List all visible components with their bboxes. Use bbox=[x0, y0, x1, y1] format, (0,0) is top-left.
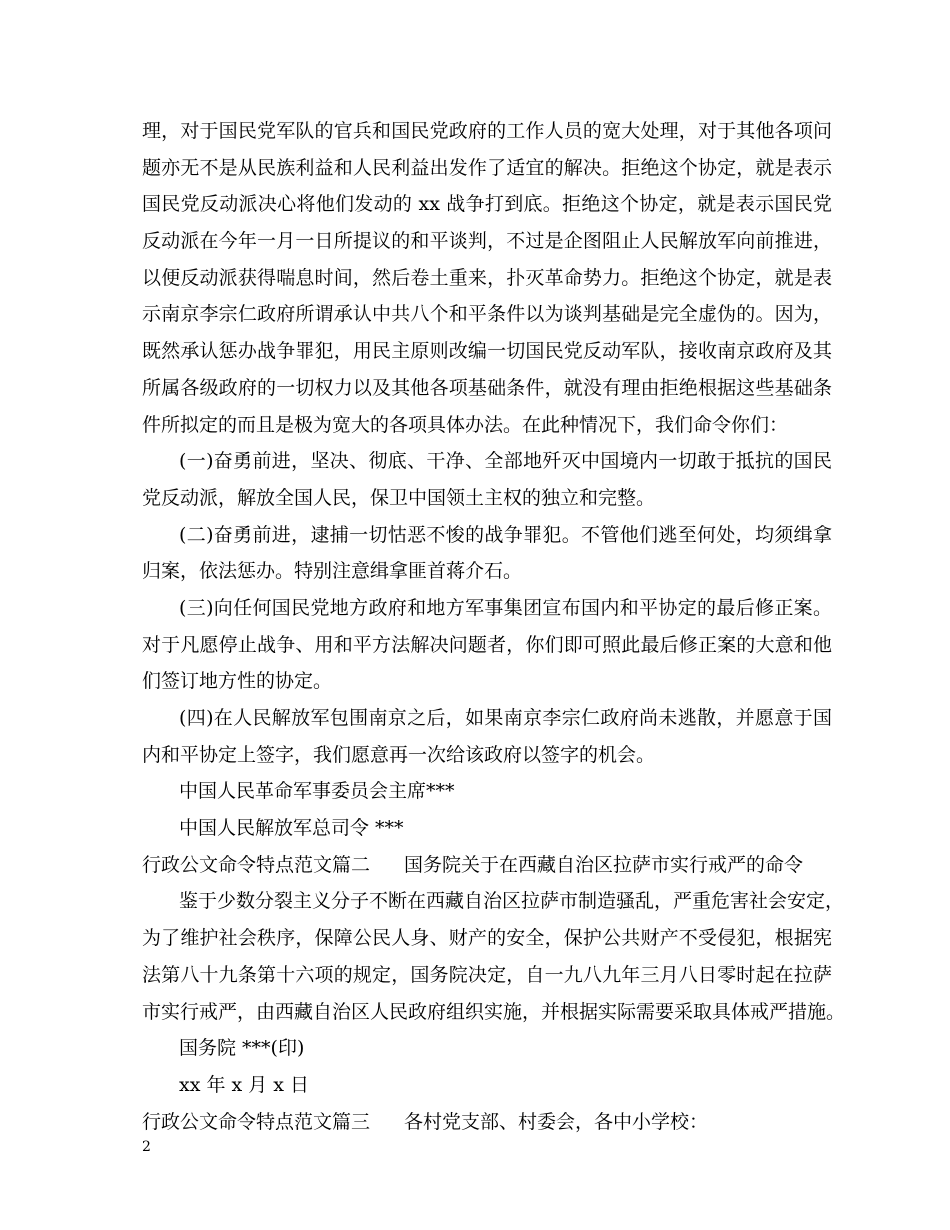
text-line: 既然承认惩办战争罪犯，用民主原则改编一切国民党反动军队，接收南京政府及其 bbox=[142, 340, 832, 363]
text-line: 鉴于少数分裂主义分子不断在西藏自治区拉萨市制造骚乱，严重危害社会安定， bbox=[179, 890, 845, 913]
signature-chairman: 中国人民革命军事委员会主席*** bbox=[179, 780, 455, 803]
text-line: 市实行戒严，由西藏自治区人民政府组织实施，并根据实际需要采取具体戒严措施。 bbox=[142, 1000, 846, 1023]
text-line: 国民党反动派决心将他们发动的 xx 战争打到底。拒绝这个协定，就是表示国民党 bbox=[142, 193, 832, 216]
text-line: 归案，依法惩办。特别注意缉拿匪首蒋介石。 bbox=[142, 560, 523, 583]
text-line: 法第八十九条第十六项的规定，国务院决定，自一九八九年三月八日零时起在拉萨 bbox=[142, 963, 832, 986]
sample-two-title: 行政公文命令特点范文篇二 bbox=[142, 853, 371, 876]
sample-two-subject: 国务院关于在西藏自治区拉萨市实行戒严的命令 bbox=[404, 853, 804, 876]
document-body bbox=[142, 113, 846, 1140]
text-line: 理，对于国民党军队的官兵和国民党政府的工作人员的宽大处理，对于其他各项问 bbox=[142, 120, 832, 142]
document-date: xx 年 x 月 x 日 bbox=[179, 1073, 310, 1096]
sample-two-heading-line bbox=[142, 847, 832, 884]
text-line: 以便反动派获得喘息时间，然后卷土重来，扑灭革命势力。拒绝这个协定，就是表 bbox=[142, 266, 832, 289]
order-item-one-line: (一)奋勇前进，坚决、彻底、干净、全部地歼灭中国境内一切敢于抵抗的国民 bbox=[179, 450, 832, 473]
text-line: 为了维护社会秩序，保障公民人身、财产的安全，保护公共财产不受侵犯，根据宪 bbox=[142, 927, 832, 950]
signature-commander: 中国人民解放军总司令 *** bbox=[179, 817, 404, 840]
sample-three-title: 行政公文命令特点范文篇三 bbox=[142, 1110, 371, 1133]
text-line: 反动派在今年一月一日所提议的和平谈判，不过是企图阻止人民解放军向前推进， bbox=[142, 230, 832, 253]
text-line: 件所拟定的而且是极为宽大的各项具体办法。在此种情况下，我们命令你们： bbox=[142, 413, 789, 436]
text-line: 内和平协定上签字，我们愿意再一次给该政府以签字的机会。 bbox=[142, 743, 656, 766]
state-council-signature: 国务院 ***(印) bbox=[179, 1037, 305, 1060]
text-line: 对于凡愿停止战争、用和平方法解决问题者，你们即可照此最后修正案的大意和他 bbox=[142, 633, 832, 656]
sample-three-recipients: 各村党支部、村委会，各中小学校： bbox=[404, 1110, 709, 1133]
text-line: 党反动派，解放全国人民，保卫中国领土主权的独立和完整。 bbox=[142, 486, 656, 509]
order-item-three-line: (三)向任何国民党地方政府和地方军事集团宣布国内和平协定的最后修正案。 bbox=[179, 596, 832, 619]
order-item-four-line: (四)在人民解放军包围南京之后，如果南京李宗仁政府尚未逃散，并愿意于国 bbox=[179, 707, 832, 729]
sample-three-heading-line bbox=[142, 1104, 832, 1141]
text-line: 们签订地方性的协定。 bbox=[142, 670, 333, 693]
order-item-two-line: (二)奋勇前进，逮捕一切怙恶不悛的战争罪犯。不管他们逃至何处，均须缉拿 bbox=[179, 523, 832, 546]
text-line: 所属各级政府的一切权力以及其他各项基础条件，就没有理由拒绝根据这些基础条 bbox=[142, 376, 832, 399]
text-line: 题亦无不是从民族利益和人民利益出发作了适宜的解决。拒绝这个协定，就是表示 bbox=[142, 156, 832, 179]
page-number: 2 bbox=[142, 1139, 151, 1155]
text-line: 示南京李宗仁政府所谓承认中共八个和平条件以为谈判基础是完全虚伪的。因为， bbox=[142, 303, 832, 326]
